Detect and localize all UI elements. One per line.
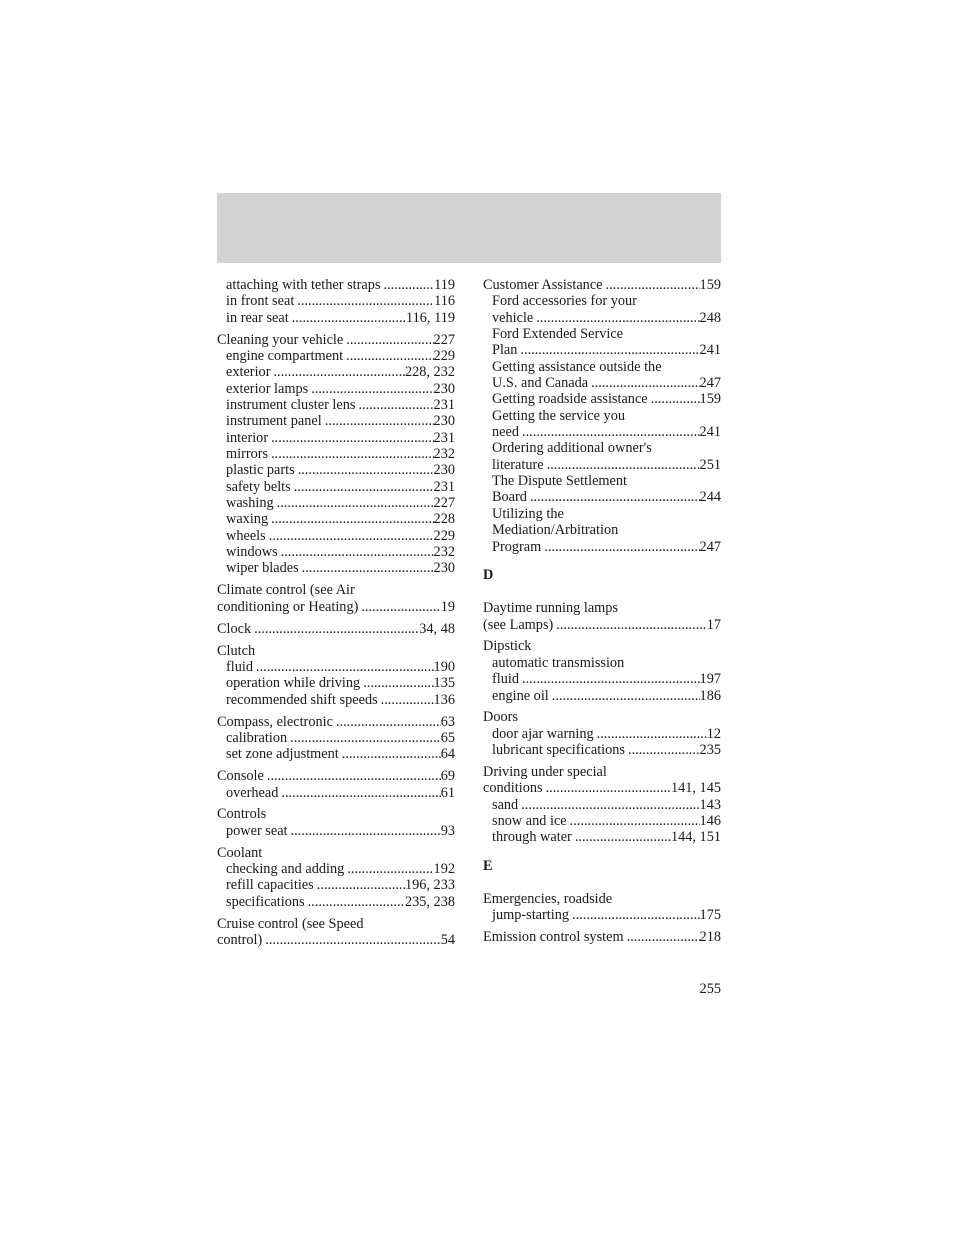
index-term [483, 600, 721, 616]
page-reference: 230 [433, 413, 455, 430]
index-term-text: Controls [217, 806, 267, 823]
page-reference: 230 [433, 560, 455, 577]
index-entry [483, 891, 721, 924]
index-subentry [483, 310, 721, 326]
index-term-text: operation while driving [226, 675, 361, 692]
dot-leader [287, 730, 441, 746]
index-term-text: Customer Assistance [483, 277, 603, 293]
dot-leader [549, 688, 700, 704]
dot-leader [648, 391, 700, 407]
index-term-text: overhead [226, 784, 279, 801]
index-term [217, 916, 455, 932]
index-term-text: through water [492, 829, 572, 846]
index-term-text: Getting assistance outside the [492, 358, 662, 375]
page-reference: 141, 145 [670, 780, 721, 797]
index-subentry [217, 397, 455, 413]
index-subentry [217, 364, 455, 380]
dot-leader [253, 659, 434, 675]
index-subentry [483, 342, 721, 358]
dot-leader [274, 495, 434, 511]
index-term-text: wiper blades [226, 560, 299, 577]
dot-leader [625, 742, 700, 758]
dot-leader [343, 332, 433, 348]
index-term-text: Program [492, 538, 542, 555]
index-subentry [217, 348, 455, 364]
dot-leader [527, 489, 700, 505]
page-reference: 175 [699, 907, 721, 924]
page-reference: 54 [440, 932, 455, 949]
index-term-text: conditions [483, 780, 543, 797]
index-term-text: Doors [483, 709, 518, 726]
index-subentry [217, 894, 455, 910]
index-subentry [483, 688, 721, 704]
index-term-text: door ajar warning [492, 725, 594, 742]
index-subentry [483, 797, 721, 813]
index-term [483, 780, 721, 796]
index-term-text: checking and adding [226, 861, 345, 878]
dot-leader [291, 479, 434, 495]
dot-leader [251, 621, 419, 637]
page-reference: 116 [434, 293, 455, 310]
dot-leader [594, 726, 707, 742]
index-entry [483, 277, 721, 555]
index-term [483, 764, 721, 780]
page-reference: 64 [440, 746, 455, 763]
index-term-text: specifications [226, 893, 305, 910]
dot-leader [624, 929, 700, 945]
index-entry [217, 582, 455, 615]
page-reference: 227 [433, 495, 455, 512]
index-subentry [483, 522, 721, 538]
index-subentry [483, 726, 721, 742]
index-term-text: Ford accessories for your [492, 293, 637, 310]
dot-leader [519, 671, 700, 687]
index-term-text: calibration [226, 729, 288, 746]
index-subentry [217, 730, 455, 746]
page-reference: 196, 233 [404, 877, 455, 894]
index-subentry [483, 326, 721, 342]
index-subentry [217, 785, 455, 801]
index-subentry [483, 473, 721, 489]
index-term-text: Console [217, 768, 264, 785]
dot-leader [343, 348, 433, 364]
page-reference: 197 [699, 671, 721, 688]
page-reference: 230 [433, 380, 455, 397]
index-term-text: Emission control system [483, 929, 624, 946]
index-entry [217, 806, 455, 839]
dot-leader [344, 861, 433, 877]
dot-leader [533, 310, 699, 326]
index-term-text: Board [492, 489, 527, 506]
dot-leader [553, 617, 706, 633]
index-term [217, 582, 455, 598]
index-subentry [217, 446, 455, 462]
dot-leader [543, 780, 671, 796]
index-term-text: fluid [492, 671, 520, 688]
dot-leader [517, 342, 699, 358]
index-term [483, 891, 721, 907]
index-entry [217, 714, 455, 763]
page-reference: 186 [699, 687, 721, 704]
header-band [217, 193, 721, 263]
index-subentry [483, 671, 721, 687]
page-reference: 227 [433, 331, 455, 348]
index-term-text: The Dispute Settlement [492, 473, 627, 490]
dot-leader [380, 277, 434, 293]
dot-leader [603, 277, 700, 293]
index-term-text: fluid [226, 658, 254, 675]
page-reference: 235, 238 [404, 893, 455, 910]
index-term [217, 332, 455, 348]
index-term-text: Dipstick [483, 638, 532, 655]
section-letter: E [483, 857, 493, 874]
page-reference: 190 [433, 658, 455, 675]
page-reference: 247 [699, 538, 721, 555]
index-term-text: Getting roadside assistance [492, 391, 648, 408]
index-subentry [217, 381, 455, 397]
index-term-text: conditioning or Heating) [217, 598, 359, 615]
index-subentry [217, 430, 455, 446]
index-term-text: Climate control (see Air [217, 582, 355, 599]
page-reference: 143 [699, 796, 721, 813]
index-term-text: Ford Extended Service [492, 326, 624, 343]
page-reference: 248 [699, 309, 721, 326]
dot-leader [518, 797, 699, 813]
page-reference: 228 [433, 511, 455, 528]
index-entry [217, 768, 455, 801]
index-term-text: Mediation/Arbitration [492, 522, 619, 539]
index-term-text: Plan [492, 342, 518, 359]
dot-leader [588, 375, 699, 391]
page-reference: 244 [699, 489, 721, 506]
index-term [217, 621, 455, 637]
page-reference: 228, 232 [404, 364, 455, 381]
index-entry [217, 277, 455, 326]
index-subentry [483, 440, 721, 456]
index-term-text: recommended shift speeds [226, 691, 378, 708]
index-term-text: jump-starting [492, 907, 570, 924]
index-term-text: refill capacities [226, 877, 314, 894]
dot-leader [288, 823, 441, 839]
index-term-text: Coolant [217, 844, 263, 861]
index-entry [483, 764, 721, 846]
dot-leader [270, 364, 404, 380]
index-term-text: set zone adjustment [226, 746, 339, 763]
dot-leader [305, 894, 405, 910]
dot-leader [262, 932, 440, 948]
index-term-text: wheels [226, 527, 266, 544]
index-term-text: windows [226, 544, 278, 561]
index-term-text: in rear seat [226, 309, 289, 326]
dot-leader [322, 413, 434, 429]
index-subentry [217, 692, 455, 708]
index-term-text: Clutch [217, 642, 256, 659]
index-subentry [483, 742, 721, 758]
page-reference: 63 [440, 713, 455, 730]
index-subentry [483, 829, 721, 845]
index-term [217, 643, 455, 659]
index-term-text: snow and ice [492, 813, 567, 830]
page-reference: 229 [433, 527, 455, 544]
index-term-text: Compass, electronic [217, 713, 333, 730]
index-subentry [217, 293, 455, 309]
index-subentry [217, 495, 455, 511]
index-subentry [217, 746, 455, 762]
dot-leader [378, 692, 434, 708]
index-term-text: (see Lamps) [483, 616, 554, 633]
dot-leader [295, 462, 434, 478]
index-column-left [217, 277, 455, 954]
dot-leader [294, 293, 434, 309]
index-subentry [483, 359, 721, 375]
page-reference: 61 [440, 784, 455, 801]
index-term-text: interior [226, 429, 269, 446]
index-subentry [217, 544, 455, 560]
index-term-text: plastic parts [226, 462, 295, 479]
page-reference: 231 [433, 429, 455, 446]
page-reference: 230 [433, 462, 455, 479]
index-subentry [217, 659, 455, 675]
dot-leader [268, 511, 433, 527]
dot-leader [266, 528, 434, 544]
index-subentry [217, 823, 455, 839]
index-entry [483, 709, 721, 758]
index-term [217, 845, 455, 861]
dot-leader [264, 768, 441, 784]
index-term-text: Getting the service you [492, 407, 626, 424]
page-reference: 144, 151 [670, 829, 721, 846]
index-subentry [217, 877, 455, 893]
page-reference: 231 [433, 478, 455, 495]
page-reference: 119 [434, 277, 455, 293]
index-subentry [217, 560, 455, 576]
dot-leader [358, 599, 440, 615]
dot-leader [268, 446, 433, 462]
index-term-text: Cleaning your vehicle [217, 331, 344, 348]
page-reference: 232 [433, 544, 455, 561]
index-term [217, 768, 455, 784]
index-term-text: U.S. and Canada [492, 375, 589, 392]
index-subentry [483, 489, 721, 505]
dot-leader [299, 560, 434, 576]
index-term-text: instrument panel [226, 413, 322, 430]
index-subentry [217, 511, 455, 527]
index-subentry [483, 408, 721, 424]
index-entry [217, 643, 455, 708]
index-entry [483, 929, 721, 945]
index-term [483, 929, 721, 945]
page-reference: 247 [699, 375, 721, 392]
page-reference: 241 [699, 424, 721, 441]
index-term-text: Cruise control (see Speed [217, 915, 364, 932]
page-reference: 34, 48 [419, 620, 455, 637]
index-term [217, 714, 455, 730]
index-subentry [483, 293, 721, 309]
page-reference: 146 [699, 813, 721, 830]
page-reference: 218 [699, 929, 721, 946]
index-subentry [217, 675, 455, 691]
dot-leader [541, 539, 699, 555]
index-term-text: Utilizing the [492, 505, 564, 522]
dot-leader [268, 430, 433, 446]
index-term-text: Emergencies, roadside [483, 891, 613, 908]
index-term-text: literature [492, 456, 544, 473]
index-term-text: engine oil [492, 687, 549, 704]
page-number: 255 [699, 981, 721, 997]
index-subentry [217, 528, 455, 544]
index-term-text: attaching with tether straps [226, 277, 381, 293]
index-term-text: waxing [226, 511, 269, 528]
dot-leader [278, 544, 434, 560]
index-term-text: exterior lamps [226, 380, 309, 397]
section-letter: D [483, 566, 494, 583]
index-term-text: vehicle [492, 309, 534, 326]
dot-leader [519, 424, 700, 440]
index-subentry [483, 907, 721, 923]
page-reference: 17 [706, 616, 721, 633]
index-term-text: sand [492, 796, 519, 813]
page-reference: 93 [440, 822, 455, 839]
page-reference: 241 [699, 342, 721, 359]
page-reference: 231 [433, 397, 455, 413]
index-term-text: instrument cluster lens [226, 397, 356, 413]
index-subentry [483, 506, 721, 522]
index-subentry [483, 391, 721, 407]
index-entry [217, 845, 455, 910]
index-subentry [483, 375, 721, 391]
page-reference: 69 [440, 768, 455, 785]
index-entry [483, 638, 721, 703]
index-entry [483, 600, 721, 633]
index-entry [217, 621, 455, 637]
index-subentry [217, 277, 455, 293]
index-subentry [217, 310, 455, 326]
dot-leader [569, 907, 700, 923]
index-term [483, 617, 721, 633]
dot-leader [278, 785, 440, 801]
dot-leader [572, 829, 671, 845]
page-reference: 251 [699, 456, 721, 473]
index-subentry [483, 813, 721, 829]
dot-leader [544, 457, 700, 473]
index-term-text: control) [217, 932, 263, 949]
dot-leader [567, 813, 700, 829]
index-term-text: mirrors [226, 446, 269, 463]
page-reference: 192 [433, 861, 455, 878]
index-term-text: exterior [226, 364, 271, 381]
index-term-text: Clock [217, 620, 252, 637]
index-subentry [217, 861, 455, 877]
index-term [483, 638, 721, 654]
index-term-text: safety belts [226, 478, 291, 495]
index-subentry [483, 457, 721, 473]
page-reference: 229 [433, 347, 455, 364]
page-reference: 116, 119 [406, 309, 455, 326]
page-reference: 235 [699, 742, 721, 759]
index-term-text: washing [226, 495, 274, 512]
index-subentry [217, 479, 455, 495]
page-reference: 19 [440, 598, 455, 615]
index-subentry [483, 655, 721, 671]
index-term-text: Daytime running lamps [483, 600, 619, 617]
index-term [217, 806, 455, 822]
dot-leader [289, 310, 406, 326]
dot-leader [314, 877, 405, 893]
index-term [483, 277, 721, 293]
page-reference: 232 [433, 446, 455, 463]
index-term-text: power seat [226, 822, 288, 839]
page-reference: 159 [699, 391, 721, 408]
index-subentry [217, 413, 455, 429]
dot-leader [333, 714, 441, 730]
dot-leader [355, 397, 433, 413]
index-subentry [483, 539, 721, 555]
index-term [217, 599, 455, 615]
page-reference: 159 [699, 277, 721, 293]
index-subentry [483, 424, 721, 440]
index-term-text: automatic transmission [492, 654, 625, 671]
index-term-text: need [492, 424, 519, 441]
index-term [483, 709, 721, 725]
index-subentry [217, 462, 455, 478]
dot-leader [360, 675, 433, 691]
dot-leader [308, 381, 433, 397]
index-term-text: Driving under special [483, 764, 607, 781]
page-reference: 12 [706, 725, 721, 742]
dot-leader [339, 746, 441, 762]
page-reference: 136 [433, 691, 455, 708]
page-reference: 65 [440, 729, 455, 746]
index-term-text: engine compartment [226, 347, 344, 364]
index-term-text: in front seat [226, 293, 295, 310]
index-entry [217, 916, 455, 949]
index-term [217, 932, 455, 948]
index-column-right [483, 277, 721, 951]
index-term-text: lubricant specifications [492, 742, 625, 759]
index-entry [217, 332, 455, 577]
index-term-text: Ordering additional owner's [492, 440, 652, 457]
page-reference: 135 [433, 675, 455, 692]
